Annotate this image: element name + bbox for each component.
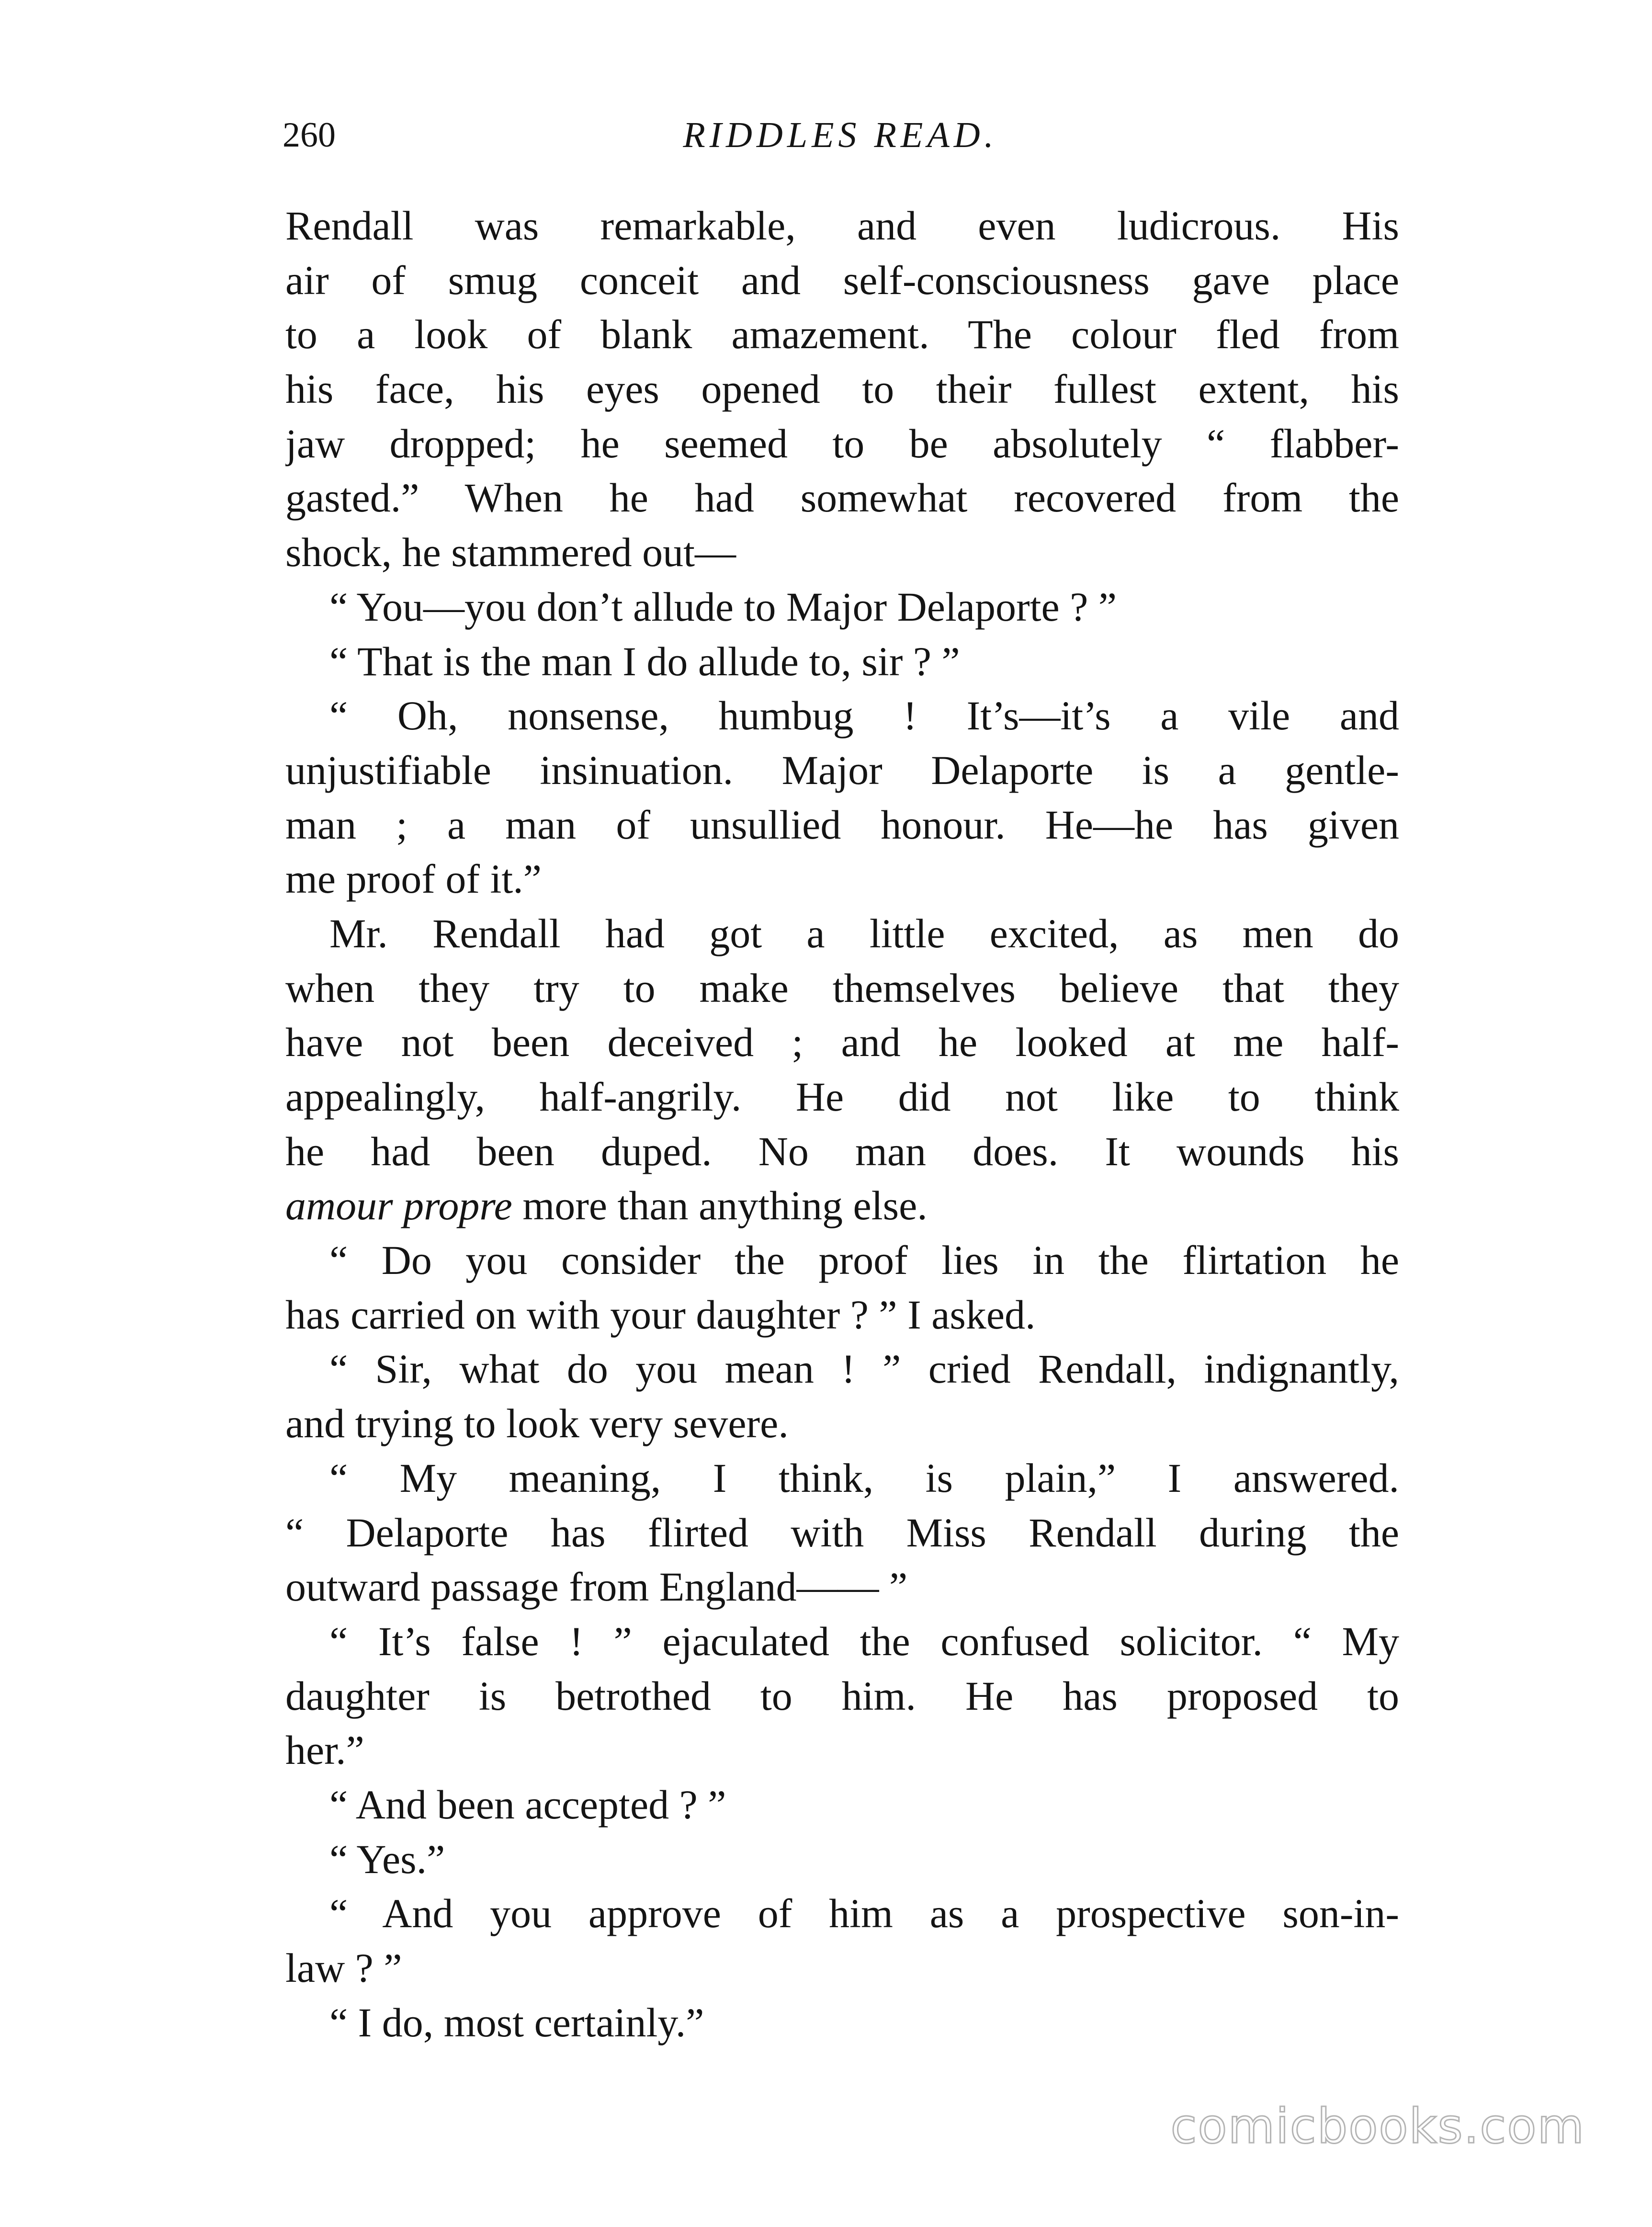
text-line: daughter is betrothed to him. He has proposed to xyxy=(285,1672,1399,1719)
text-line: Rendall was remarkable, and even ludicrous. His xyxy=(285,203,1399,249)
text-line: her.” xyxy=(285,1727,364,1773)
text-line: unjustifiable insinuation. Major Delaporte is a gentle- xyxy=(285,747,1399,793)
text-line: when they try to make themselves believe that they xyxy=(285,965,1399,1011)
text-line: he had been duped. No man does. It wounds his xyxy=(285,1128,1399,1174)
running-head xyxy=(283,106,1398,164)
text-line: to a look of blank amazement. The colour fled from xyxy=(285,311,1399,358)
text-line: “ Oh, nonsense, humbug ! It’s—it’s a vile and xyxy=(329,693,1399,739)
text-line: shock, he stammered out— xyxy=(285,529,736,576)
text-line: law ? ” xyxy=(285,1945,402,1991)
text-line: “ I do, most certainly.” xyxy=(329,1999,704,2045)
text-line: me proof of it.” xyxy=(285,856,542,902)
text-line: and trying to look very severe. xyxy=(285,1400,789,1447)
text-line: appealingly, half-angrily. He did not like to think xyxy=(285,1074,1399,1120)
running-title: RIDDLES READ. xyxy=(683,115,998,155)
text-line: air of smug conceit and self-consciousness gave place xyxy=(285,257,1399,303)
page-number: 260 xyxy=(283,115,336,155)
text-line: “ And you approve of him as a prospective son-in- xyxy=(329,1890,1399,1937)
text-line: “ You—you don’t allude to Major Delaporte ? ” xyxy=(329,583,1117,630)
text-line: “ Yes.” xyxy=(329,1836,445,1882)
text-line-rest: more than anything else. xyxy=(512,1182,928,1229)
text-line: “ It’s false ! ” ejaculated the confused solicitor. “ My xyxy=(329,1618,1399,1664)
text-line: Mr. Rendall had got a little excited, as men do xyxy=(329,910,1399,956)
text-line: have not been deceived ; and he looked at me half- xyxy=(285,1019,1399,1066)
text-line: “ Sir, what do you mean ! ” cried Rendall, indignantly, xyxy=(329,1346,1399,1392)
text-line: has carried on with your daughter ? ” I asked. xyxy=(285,1291,1036,1338)
text-line: “ And been accepted ? ” xyxy=(329,1781,726,1828)
text-line: jaw dropped; he seemed to be absolutely “ flabber- xyxy=(285,420,1399,466)
body-text xyxy=(285,199,1399,2050)
text-line: “ Do you consider the proof lies in the flirtation he xyxy=(329,1237,1399,1284)
watermark-logo: comicbooks.com xyxy=(1170,2098,1585,2154)
text-line: man ; a man of unsullied honour. He—he has given xyxy=(285,801,1399,848)
text-line: “ Delaporte has flirted with Miss Rendall during the xyxy=(285,1509,1399,1556)
text-line: “ That is the man I do allude to, sir ? ” xyxy=(329,638,960,684)
text-line: outward passage from England—— ” xyxy=(285,1564,908,1610)
text-line: his face, his eyes opened to their fullest extent, his xyxy=(285,366,1399,412)
text-line: “ My meaning, I think, is plain,” I answered. xyxy=(329,1454,1399,1501)
text-line: gasted.” When he had somewhat recovered from the xyxy=(285,475,1399,521)
italic-phrase: amour propre xyxy=(285,1182,512,1229)
text-line xyxy=(285,1179,1399,1233)
